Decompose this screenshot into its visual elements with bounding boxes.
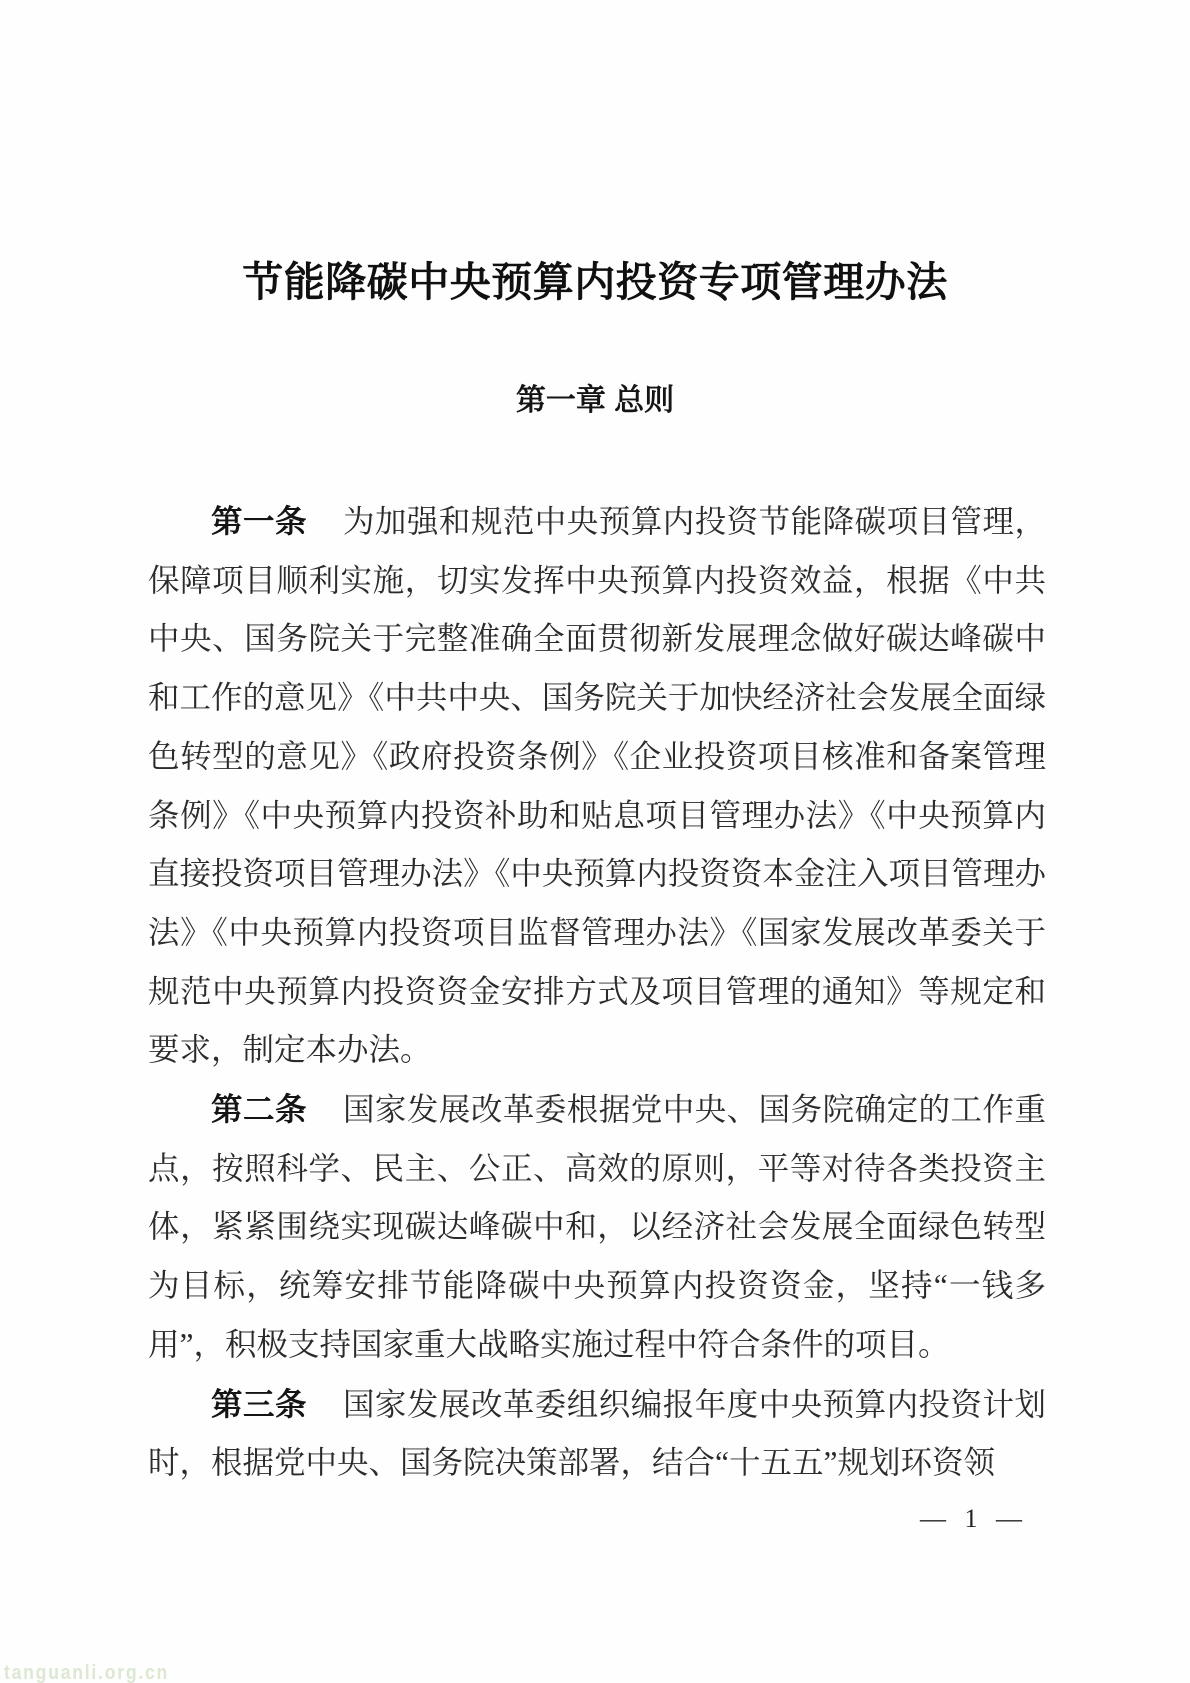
document-title: 节能降碳中央预算内投资专项管理办法 [242, 259, 948, 305]
article-label-3: 第三条 [211, 1385, 307, 1422]
watermark: tanguanli.org.cn [4, 1662, 170, 1683]
article-label-2: 第二条 [211, 1091, 307, 1128]
article-label-1: 第一条 [211, 503, 307, 539]
page-number: — 1 — [920, 1504, 1028, 1533]
chapter-heading: 第一章 总则 [515, 384, 675, 417]
article-paragraph-3 [148, 1375, 1046, 1493]
article-paragraph-1 [148, 492, 1046, 1080]
article-text-1: 为加强和规范中央预算内投资节能降碳项目管理，保障项目顺利实施，切实发挥中央预算内投资效益，根据《中共中央、国务院关于完整准确全面贯彻新发展理念做好碳达峰碳中和工作的意见》《中共中央、国务院关于加快经济社会发展全面绿色转型的意见》《政府投资条例》《企业投资项目核准和备案管理条例》《中央预算内投资补助和贴息项目管理办法》《中央预算内直接投资项目管理办法》《中央预算内投资资本金注入项目管理办法》《中央预算内投资项目监督管理办法》《国家发展改革委关于规范中央预算内投资资金安排方式及项目管理的通知》等规定和要求，制定本办法。 [148, 504, 1046, 1068]
article-text-3: 国家发展改革委组织编报年度中央预算内投资计划时，根据党中央、国务院决策部署，结合“十五五”规划环资领 [148, 1386, 1046, 1481]
document-body [0, 492, 1190, 1493]
article-text-2: 国家发展改革委根据党中央、国务院确定的工作重点，按照科学、民主、公正、高效的原则，平等对待各类投资主体，紧紧围绕实现碳达峰碳中和，以经济社会发展全面绿色转型为目标，统筹安排节能降碳中央预算内投资资金，坚持“一钱多用”，积极支持国家重大战略实施过程中符合条件的项目。 [148, 1092, 1046, 1362]
article-paragraph-2 [148, 1080, 1046, 1375]
